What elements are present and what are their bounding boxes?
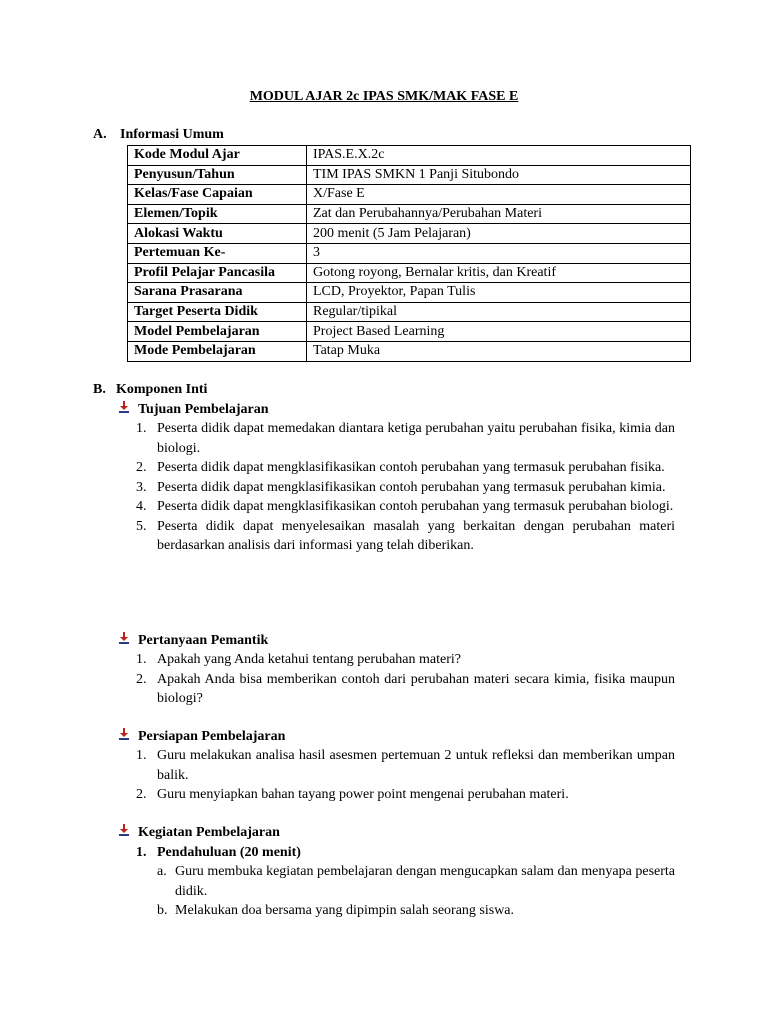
info-key: Target Peserta Didik <box>128 302 307 322</box>
info-table <box>127 145 691 362</box>
list-item-text: Guru menyiapkan bahan tayang power point mengenai perubahan materi. <box>157 787 569 802</box>
info-value: Zat dan Perubahannya/Perubahan Materi <box>307 204 691 224</box>
persiapan-title: Persiapan Pembelajaran <box>138 729 286 744</box>
info-value: 200 menit (5 Jam Pelajaran) <box>307 224 691 244</box>
info-row <box>128 283 691 303</box>
kegiatan-heading <box>118 823 280 843</box>
section-b-letter: B. <box>93 382 106 397</box>
list-item-text: Peserta didik dapat memedakan diantara ketiga perubahan yaitu perubahan fisika, kimia dan biologi. <box>157 421 675 456</box>
kegiatan-title: Kegiatan Pembelajaran <box>138 825 280 840</box>
list-item-text: Apakah yang Anda ketahui tentang perubahan materi? <box>157 652 461 667</box>
pendahuluan-heading <box>136 843 301 863</box>
info-key: Kelas/Fase Capaian <box>128 185 307 205</box>
list-item-text: Guru membuka kegiatan pembelajaran dengan mengucapkan salam dan menyapa peserta didik. <box>175 864 675 899</box>
list-item-text: Peserta didik dapat mengklasifikasikan contoh perubahan yang termasuk perubahan fisika. <box>157 460 665 475</box>
info-key: Model Pembelajaran <box>128 322 307 342</box>
list-item-number: b. <box>157 903 168 918</box>
list-item <box>136 497 675 517</box>
info-value: Project Based Learning <box>307 322 691 342</box>
list-item-number: 4. <box>136 499 147 514</box>
list-item <box>136 650 675 670</box>
info-row <box>128 263 691 283</box>
section-a-letter: A. <box>93 127 107 142</box>
list-item <box>136 478 675 498</box>
info-key: Elemen/Topik <box>128 204 307 224</box>
info-key: Alokasi Waktu <box>128 224 307 244</box>
tujuan-title: Tujuan Pembelajaran <box>138 402 269 417</box>
info-key: Pertemuan Ke- <box>128 243 307 263</box>
section-b-title: Komponen Inti <box>116 382 208 397</box>
persiapan-heading <box>118 727 285 747</box>
page-title: MODUL AJAR 2c IPAS SMK/MAK FASE E <box>249 89 519 104</box>
info-value: IPAS.E.X.2c <box>307 146 691 166</box>
list-item-text: Peserta didik dapat mengklasifikasikan contoh perubahan yang termasuk perubahan biologi. <box>157 499 674 514</box>
tujuan-list <box>136 419 675 556</box>
info-row <box>128 165 691 185</box>
pertanyaan-list <box>136 650 675 709</box>
list-item <box>136 785 675 805</box>
info-value: X/Fase E <box>307 185 691 205</box>
list-item <box>136 419 675 458</box>
pertanyaan-heading <box>118 631 268 651</box>
list-item <box>136 458 675 478</box>
section-a-title: Informasi Umum <box>120 127 224 142</box>
arrow-down-bullet-icon <box>118 400 138 414</box>
info-row <box>128 243 691 263</box>
info-row <box>128 302 691 322</box>
info-row <box>128 146 691 166</box>
tujuan-heading <box>118 400 269 420</box>
info-value: 3 <box>307 243 691 263</box>
info-value: Gotong royong, Bernalar kritis, dan Kreatif <box>307 263 691 283</box>
arrow-down-bullet-icon <box>118 631 138 645</box>
info-row <box>128 322 691 342</box>
info-row <box>128 224 691 244</box>
info-row <box>128 185 691 205</box>
list-item <box>136 517 675 556</box>
pertanyaan-title: Pertanyaan Pemantik <box>138 633 269 648</box>
list-item-number: 3. <box>136 479 147 495</box>
list-item <box>136 670 675 709</box>
list-item-text: Peserta didik dapat mengklasifikasikan contoh perubahan yang termasuk perubahan kimia. <box>157 479 666 495</box>
pendahuluan-title: Pendahuluan (20 menit) <box>157 845 301 860</box>
section-a-heading <box>93 125 224 145</box>
list-item <box>157 901 675 921</box>
list-item-number: 2. <box>136 671 147 687</box>
list-item-text: Melakukan doa bersama yang dipimpin salah seorang siswa. <box>175 903 515 918</box>
info-value: Tatap Muka <box>307 341 691 361</box>
pendahuluan-list <box>157 862 675 921</box>
list-item-text: Guru melakukan analisa hasil asesmen pertemuan 2 untuk refleksi dan memberikan umpan balik. <box>157 748 675 783</box>
list-item-number: a. <box>157 864 167 879</box>
info-key: Penyusun/Tahun <box>128 165 307 185</box>
info-key: Mode Pembelajaran <box>128 341 307 361</box>
list-item-text: Apakah Anda bisa memberikan contoh dari perubahan materi secara kimia, fisika maupun biologi? <box>157 671 675 706</box>
info-key: Sarana Prasarana <box>128 283 307 303</box>
arrow-down-bullet-icon <box>118 823 138 837</box>
list-item <box>136 746 675 785</box>
persiapan-list <box>136 746 675 805</box>
pendahuluan-num: 1. <box>136 845 147 860</box>
list-item-number: 1. <box>136 421 147 436</box>
info-value: LCD, Proyektor, Papan Tulis <box>307 283 691 303</box>
list-item-number: 1. <box>136 748 147 763</box>
list-item-number: 5. <box>136 518 147 534</box>
arrow-down-bullet-icon <box>118 727 138 741</box>
list-item-number: 2. <box>136 787 147 802</box>
info-key: Kode Modul Ajar <box>128 146 307 166</box>
section-b-heading <box>93 380 207 400</box>
info-row <box>128 341 691 361</box>
info-row <box>128 204 691 224</box>
info-key: Profil Pelajar Pancasila <box>128 263 307 283</box>
list-item-number: 1. <box>136 652 147 667</box>
list-item <box>157 862 675 901</box>
info-value: TIM IPAS SMKN 1 Panji Situbondo <box>307 165 691 185</box>
list-item-text: Peserta didik dapat menyelesaikan masalah yang berkaitan dengan perubahan materi berdasarkan analisis dari informasi yang telah diberikan. <box>157 518 675 553</box>
info-value: Regular/tipikal <box>307 302 691 322</box>
list-item-number: 2. <box>136 460 147 475</box>
